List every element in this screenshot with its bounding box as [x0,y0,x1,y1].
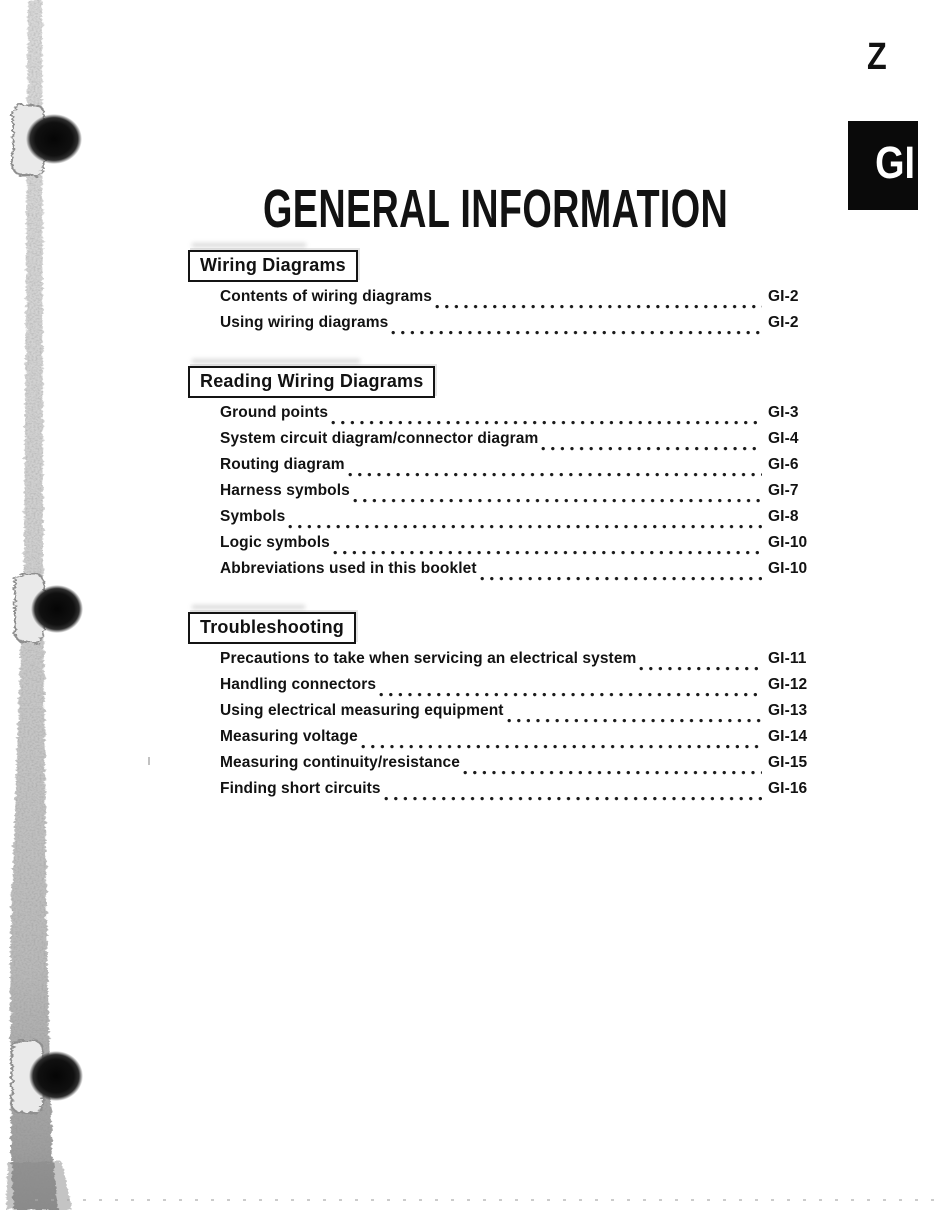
toc-entry [220,754,816,780]
binding-strip [10,0,58,1210]
corner-letter: Z [867,36,887,78]
binding-strip-grain [10,0,58,1210]
toc-entry-page: GI-12 [768,676,808,693]
toc-entry-label: Symbols [220,508,286,525]
binder-hole [26,114,82,164]
toc-entry-label: Contents of wiring diagrams [220,288,432,305]
toc-entry-page: GI-2 [768,288,799,305]
binder-ring-mounts [12,105,44,1113]
dot-leader [435,304,762,310]
toc-entry-label: Using wiring diagrams [220,314,389,331]
toc-entry [220,456,816,482]
toc-entry [220,430,816,456]
toc-entry-page: GI-10 [768,534,808,551]
dot-leader [639,666,762,672]
toc-entry-label: Handling connectors [220,676,377,693]
dot-leader [288,524,762,530]
toc-entry-label: System circuit diagram/connector diagram [220,430,539,447]
toc-entry-page: GI-4 [768,430,799,447]
dot-leader [379,692,762,698]
section-tab-gi [848,121,918,210]
dot-leader [333,550,762,556]
toc-entry-label: Using electrical measuring equipment [220,702,504,719]
toc-section-heading: Wiring Diagrams [188,250,358,282]
binder-hole [31,585,83,633]
toc-entry-label: Routing diagram [220,456,345,473]
toc-section [188,366,816,586]
toc-entry-page: GI-6 [768,456,799,473]
toc-entry-page: GI-8 [768,508,799,525]
binder-hole [29,1051,83,1101]
toc-entry [220,508,816,534]
toc-entry-page: GI-10 [768,560,808,577]
binding-edge-scan [0,0,150,1210]
toc-entry-label: Abbreviations used in this booklet [220,560,477,577]
toc-entry-label: Logic symbols [220,534,330,551]
toc-entry [220,288,816,314]
toc-entry-label: Measuring continuity/resistance [220,754,460,771]
toc-entry-label: Ground points [220,404,329,421]
toc-entry-page: GI-7 [768,482,799,499]
toc-section-heading: Troubleshooting [188,612,356,644]
toc-entry [220,780,816,806]
toc-entry [220,650,816,676]
scan-speck-artifact [148,757,150,765]
toc-entry-page: GI-15 [768,754,808,771]
toc-entry-page: GI-11 [768,650,807,667]
page-bottom-edge-artifact [35,1199,935,1201]
dot-leader [463,770,762,776]
dot-leader [331,420,762,426]
toc-entry-page: GI-2 [768,314,799,331]
dot-leader [384,796,762,802]
dot-leader [507,718,762,724]
toc-list [188,288,816,340]
dot-leader [541,446,762,452]
toc-entry-label: Measuring voltage [220,728,358,745]
toc-entry-label: Precautions to take when servicing an electrical system [220,650,637,667]
toc-entry [220,560,816,586]
toc-entry-page: GI-14 [768,728,808,745]
toc-section [188,612,816,806]
dot-leader [361,744,762,750]
section-tab-label: GI [875,137,916,188]
toc-list [188,650,816,806]
toc-entry-label: Finding short circuits [220,780,381,797]
toc-entry [220,702,816,728]
toc-entry-page: GI-3 [768,404,799,421]
toc-entry [220,482,816,508]
toc-entry [220,676,816,702]
toc-entry [220,728,816,754]
toc-section-heading: Reading Wiring Diagrams [188,366,435,398]
toc-entry [220,404,816,430]
toc-list [188,404,816,586]
toc-entry-page: GI-13 [768,702,808,719]
toc-entry-page: GI-16 [768,780,808,797]
toc-entry [220,534,816,560]
dot-leader [348,472,762,478]
page-title: GENERAL INFORMATION [263,179,729,240]
dot-leader [391,330,762,336]
dot-leader [353,498,762,504]
dot-leader [480,576,762,582]
binding-strip-bottom-shadow [6,1162,72,1210]
toc [188,250,816,832]
toc-section [188,250,816,340]
toc-entry [220,314,816,340]
toc-entry-label: Harness symbols [220,482,350,499]
